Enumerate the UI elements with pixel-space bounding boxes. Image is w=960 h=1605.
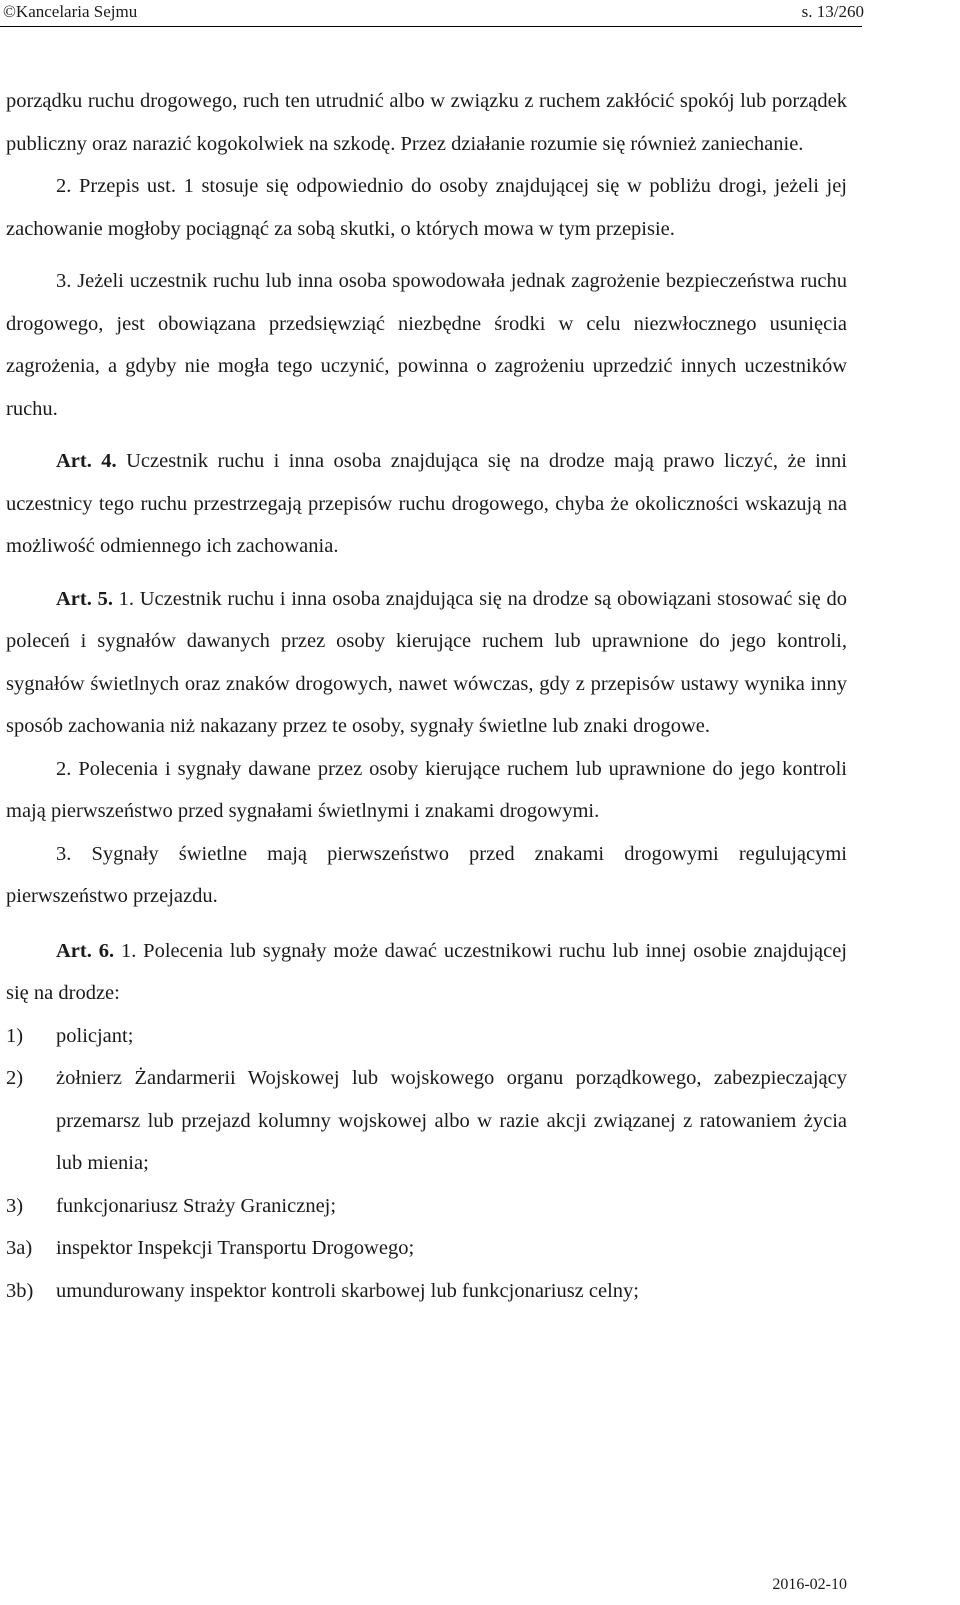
list-item-number: 3a) (6, 1237, 33, 1259)
article-5-ust-2: 2. Polecenia i sygnały dawane przez osoby kierujące ruchem lub uprawnione do jego kontroli mają pierwszeństwo przed sygnałami świetlnymi i znakami drogowymi. (6, 757, 847, 822)
footer-date: 2016-02-10 (772, 1576, 847, 1593)
article-5 (6, 578, 847, 748)
article-4 (6, 440, 847, 568)
list-item-number: 2) (6, 1067, 24, 1089)
article-5-label: Art. 5. (56, 587, 113, 610)
list-item-number: 1) (6, 1024, 24, 1047)
paragraph-continuation: porządku ruchu drogowego, ruch ten utrudnić albo w związku z ruchem zakłócić spokój lub porządek publiczny oraz narazić kogokolwiek na szkodę. Przez działanie rozumie się również zaniechanie. (6, 90, 847, 155)
article-6-label: Art. 6. (56, 939, 115, 962)
list-item-number: 3b) (6, 1279, 34, 1302)
page-header (0, 0, 960, 32)
article-5-ust-3: 3. Sygnały świetlne mają pierwszeństwo przed znakami drogowymi regulującymi pierwszeństwo przejazdu. (6, 842, 847, 907)
article-6 (6, 930, 847, 1015)
article-4-text: Uczestnik ruchu i inna osoba znajdująca się na drodze mają prawo liczyć, że inni uczestnicy tego ruchu przestrzegają przepisów ruchu drogowego, chyba że okoliczności wskazują na możliwość odmiennego ich zachowania. (6, 450, 847, 557)
list-item-text: policjant; (56, 1024, 134, 1047)
article-6-text: 1. Polecenia lub sygnały może dawać uczestnikowi ruchu lub innej osobie znajdującej się na drodze: (6, 939, 848, 1004)
list-item-text: inspektor Inspekcji Transportu Drogowego; (56, 1237, 415, 1259)
list-item-number: 3) (6, 1194, 24, 1217)
list-item-text: żołnierz Żandarmerii Wojskowej lub wojskowego organu porządkowego, zabezpieczający przemarsz lub przejazd kolumny wojskowej albo w razie akcji związanej z ratowaniem życia lub mienia; (56, 1067, 847, 1174)
paragraph-ust-2: 2. Przepis ust. 1 stosuje się odpowiednio do osoby znajdującej się w pobliżu drogi, jeżeli jej zachowanie mogłoby pociągnąć za sobą skutki, o których mowa w tym przepisie. (6, 175, 847, 240)
list-item (6, 1015, 847, 1058)
list-item-text: umundurowany inspektor kontroli skarbowej lub funkcjonariusz celny; (56, 1279, 639, 1302)
list-item (6, 1057, 847, 1185)
list-item (6, 1227, 847, 1270)
list-item-text: funkcjonariusz Straży Granicznej; (56, 1194, 337, 1217)
article-4-label: Art. 4. (56, 450, 117, 472)
header-divider (0, 26, 862, 27)
page-number: s. 13/260 (801, 2, 864, 21)
paragraph-ust-3: 3. Jeżeli uczestnik ruchu lub inna osoba spowodowała jednak zagrożenie bezpieczeństwa ruchu drogowego, jest obowiązana przedsięwziąć niezbędne środki w celu niezwłocznego usunięcia zagrożenia, a gdyby nie mogła tego uczynić, powinna o zagrożeniu uprzedzić innych uczestników ruchu. (6, 270, 847, 420)
list-item (6, 1270, 847, 1313)
list-item (6, 1185, 847, 1228)
copyright-label: ©Kancelaria Sejmu (3, 2, 138, 21)
document-body (6, 80, 847, 1312)
article-5-text: 1. Uczestnik ruchu i inna osoba znajdująca się na drodze są obowiązani stosować się do poleceń i sygnałów dawanych przez osoby kierujące ruchem lub uprawnione do jego kontroli, sygnałów świetlnych oraz znaków drogowych, nawet wówczas, gdy z przepisów ustawy wynika inny sposób zachowania niż nakazany przez te osoby, sygnały świetlne lub znaki drogowe. (6, 587, 847, 737)
